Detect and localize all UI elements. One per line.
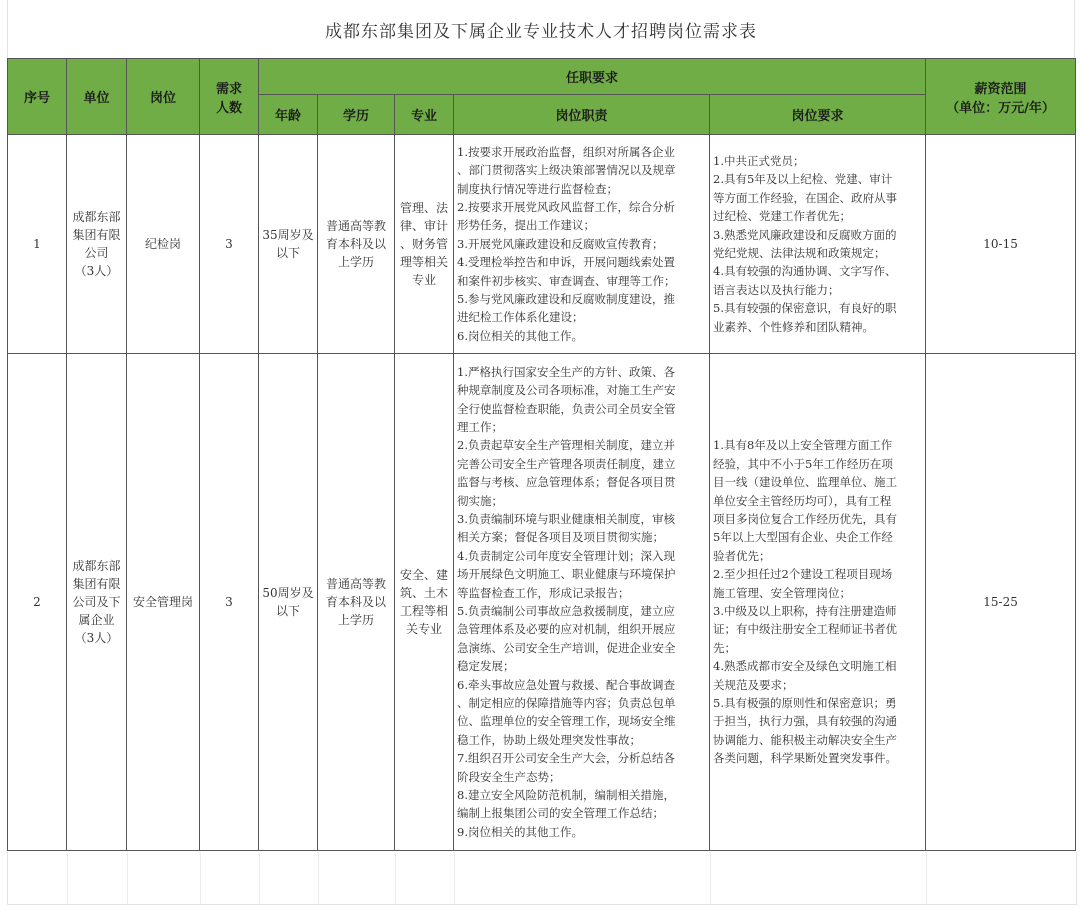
- major-line: 管理、法: [399, 201, 448, 215]
- duty-line: 、部门贯彻落实上级决策部署情况以及规章: [457, 163, 676, 178]
- req-line: 目一线（建设单位、监理单位、施工: [713, 475, 897, 490]
- duty-line: 监督与考核、应急管理体系；督促各项目贯: [457, 475, 676, 490]
- table-row: [8, 135, 1076, 354]
- duty-line: 、制定相应的保障措施等内容；负责总包单: [457, 696, 676, 711]
- age-line: 以下: [275, 604, 300, 618]
- req-line: 关规范及要求；: [713, 677, 794, 692]
- duty-line: 种规章制度及公司各项标准，对施工生产安: [457, 383, 676, 398]
- req-line: 等方面工作经验，在国企、政府从事: [713, 190, 897, 205]
- edu-line: 上学历: [337, 613, 374, 627]
- req-line: 2.具有5年及以上纪检、党建、审计: [713, 172, 893, 187]
- duty-line: 9.岗位相关的其他工作。: [457, 824, 583, 839]
- duty-line: 8.建立安全风险防范机制，编制相关措施，: [457, 788, 675, 803]
- duty-line: 6.岗位相关的其他工作。: [457, 328, 583, 343]
- header-demand: [200, 59, 259, 135]
- duty-line: 急管理体系及必要的应对机制，组织开展应: [457, 622, 676, 637]
- duty-line: 5.负责编制公司事故应急救援制度，建立应: [457, 604, 675, 618]
- duty-line: 3.负责编制环境与职业健康相关制度，审核: [457, 511, 675, 526]
- req-line: 1.中共正式党员；: [713, 153, 805, 168]
- req-line: 4.具有较强的沟通协调、文字写作、: [713, 264, 897, 279]
- req-line: 4.熟悉成都市安全及绿色文明施工相: [713, 659, 897, 674]
- duty-line: 2.负责起草安全生产管理相关制度，建立并: [457, 438, 675, 453]
- duty-line: 制度执行情况等进行监督检查；: [457, 181, 618, 196]
- unit-line: 公司及下: [72, 595, 121, 609]
- major-line: 安全、建: [399, 568, 448, 582]
- req-line: 3.熟悉党风廉政建设和反腐败方面的: [713, 227, 897, 242]
- gridline: [259, 852, 260, 904]
- duty-line: 编制上报集团公司的安全管理工作总结；: [457, 806, 664, 821]
- duty-line: 3.开展党风廉政建设和反腐败宣传教育；: [457, 236, 664, 251]
- page-title: 成都东部集团及下属企业专业技术人才招聘岗位需求表: [7, 0, 1075, 58]
- header-duties: 岗位职责: [454, 95, 710, 135]
- age-line: 以下: [275, 246, 300, 260]
- row-salary: 10-15: [926, 135, 1076, 354]
- recruitment-table: [7, 58, 1076, 851]
- gridline: [318, 852, 319, 904]
- duty-line: 彻实施；: [457, 493, 503, 508]
- req-line: 5年以上大型国有企业、央企工作经: [713, 530, 893, 545]
- gridline: [395, 852, 396, 904]
- header-unit: 单位: [67, 59, 127, 135]
- row-duties: [454, 135, 710, 354]
- req-line: 2.至少担任过2个建设工程项目现场: [713, 567, 893, 582]
- req-line: 1.具有8年及以上安全管理方面工作: [713, 438, 893, 453]
- duty-line: 场开展绿色文明施工、职业健康与环境保护: [457, 567, 676, 582]
- header-post-requirements: 岗位要求: [710, 95, 926, 135]
- req-line: 施工管理、安全管理岗位；: [713, 585, 851, 600]
- unit-line: 公司: [84, 246, 109, 260]
- req-line: 党纪党规、法律法规和政策规定；: [713, 246, 886, 260]
- gridline: [454, 852, 455, 904]
- age-line: 35周岁及: [262, 228, 314, 242]
- row-unit: [67, 354, 127, 851]
- duty-line: 4.受理检举控告和申诉，开展问题线索处置: [457, 255, 675, 270]
- row-seq: 1: [8, 135, 67, 354]
- row-age: [259, 354, 318, 851]
- header-major: 专业: [395, 95, 454, 135]
- req-line: 协调能力、能积极主动解决安全生产: [713, 732, 897, 747]
- duty-line: 阶段安全生产态势；: [457, 769, 561, 784]
- unit-line: 成都东部: [72, 210, 121, 224]
- req-line: 过纪检、党建工作者优先；: [713, 209, 851, 224]
- req-line: 于担当，执行力强，具有较强的沟通: [713, 714, 897, 729]
- req-line: 业素养、个性修养和团队精神。: [713, 319, 874, 334]
- row-education: [318, 135, 395, 354]
- gridline: [926, 852, 927, 904]
- header-post: 岗位: [127, 59, 200, 135]
- gridline: [200, 852, 201, 904]
- row-post-requirements: [710, 135, 926, 354]
- req-line: 3.中级及以上职称，持有注册建造师: [713, 604, 897, 618]
- duty-line: 6.牵头事故应急处置与救援、配合事故调查: [457, 677, 675, 692]
- duty-line: 全行使监督检查职能，负责公司全员安全管: [457, 401, 676, 416]
- major-line: 工程等相: [399, 604, 448, 618]
- header-demand-line1: 需求: [215, 81, 242, 97]
- major-line: 理等相关: [399, 255, 448, 269]
- gridline: [127, 852, 128, 904]
- duty-line: 2.按要求开展党风政风监督工作，综合分析: [457, 199, 675, 214]
- age-line: 50周岁及: [262, 586, 314, 600]
- req-line: 经验，其中不小于5年工作经历在项: [713, 456, 893, 471]
- header-salary: [926, 59, 1076, 135]
- row-post: 纪检岗: [127, 135, 200, 354]
- edu-line: 普通高等教: [325, 219, 386, 233]
- header-age: 年龄: [259, 95, 318, 135]
- header-seq: 序号: [8, 59, 67, 135]
- duty-line: 急演练、公司安全生产培训，促进企业安全: [457, 640, 676, 655]
- duty-line: 位、监理单位的安全管理工作，现场安全维: [457, 714, 676, 729]
- duty-line: 等监督检查工作，形成记录报告；: [457, 585, 630, 600]
- row-major: [395, 354, 454, 851]
- duty-line: 形势任务，提出工作建议；: [457, 218, 595, 233]
- row-post-requirements: [710, 354, 926, 851]
- unit-line: 成都东部: [72, 559, 121, 573]
- header-education: 学历: [318, 95, 395, 135]
- unit-line: 集团有限: [72, 577, 121, 591]
- major-line: 筑、土木: [399, 586, 448, 600]
- header-demand-line2: 人数: [215, 100, 242, 116]
- duty-line: 4.负责制定公司年度安全管理计划；深入现: [457, 548, 675, 563]
- duty-line: 理工作；: [457, 419, 503, 434]
- empty-spreadsheet-row: [7, 852, 1077, 905]
- duty-line: 进纪检工作体系化建设；: [457, 310, 584, 325]
- duty-line: 稳工作，协助上级处理突发性事故；: [457, 732, 641, 747]
- duty-line: 相关方案；督促各项目及项目贯彻实施；: [457, 530, 664, 545]
- req-line: 5.具有较强的保密意识，有良好的职: [713, 301, 897, 316]
- major-line: 专业: [411, 273, 436, 287]
- duty-line: 1.按要求开展政治监督，组织对所属各企业: [457, 144, 675, 159]
- major-line: 、财务管: [399, 237, 448, 251]
- req-line: 项目多岗位复合工作经历优先，具有: [713, 511, 897, 526]
- header-requirements: 任职要求: [259, 59, 926, 95]
- duty-line: 完善公司安全生产管理各项责任制度，建立: [457, 456, 676, 471]
- header-salary-line2: （单位：万元/年）: [946, 100, 1055, 116]
- row-post: 安全管理岗: [127, 354, 200, 851]
- row-count: 3: [200, 354, 259, 851]
- unit-line: 集团有限: [72, 228, 121, 242]
- req-line: 各类问题，科学果断处置突发事件。: [713, 751, 897, 766]
- unit-line: （3人）: [74, 631, 119, 645]
- req-line: 5.具有极强的原则性和保密意识；勇: [713, 696, 897, 711]
- req-line: 语言表达以及执行能力；: [713, 282, 840, 297]
- duty-line: 7.组织召开公司安全生产大会，分析总结各: [457, 751, 675, 766]
- duty-line: 1.严格执行国家安全生产的方针、政策、各: [457, 364, 675, 379]
- header-salary-line1: 薪资范围: [974, 81, 1027, 97]
- row-salary: 15-25: [926, 354, 1076, 851]
- row-education: [318, 354, 395, 851]
- gridline: [67, 852, 68, 904]
- table-row: [8, 354, 1076, 851]
- edu-line: 育本科及以: [325, 237, 386, 251]
- req-line: 证；有中级注册安全工程师证书者优: [713, 622, 897, 637]
- major-line: 律、审计: [399, 219, 448, 233]
- row-unit: [67, 135, 127, 354]
- duty-line: 5.参与党风廉政建设和反腐败制度建设，推: [457, 292, 675, 307]
- req-line: 先；: [713, 640, 736, 655]
- major-line: 关专业: [405, 622, 442, 636]
- row-seq: 2: [8, 354, 67, 851]
- row-major: [395, 135, 454, 354]
- unit-line: （3人）: [74, 264, 119, 278]
- edu-line: 普通高等教: [325, 577, 386, 591]
- edu-line: 上学历: [337, 255, 374, 269]
- gridline: [710, 852, 711, 904]
- duty-line: 和案件初步核实、审查调查、审理等工作；: [457, 273, 676, 288]
- edu-line: 育本科及以: [325, 595, 386, 609]
- row-age: [259, 135, 318, 354]
- row-count: 3: [200, 135, 259, 354]
- req-line: 单位安全主管经历均可），具有工程: [713, 493, 892, 508]
- req-line: 验者优先；: [713, 548, 771, 563]
- row-duties: [454, 354, 710, 851]
- duty-line: 稳定发展；: [457, 659, 515, 674]
- unit-line: 属企业: [78, 613, 115, 627]
